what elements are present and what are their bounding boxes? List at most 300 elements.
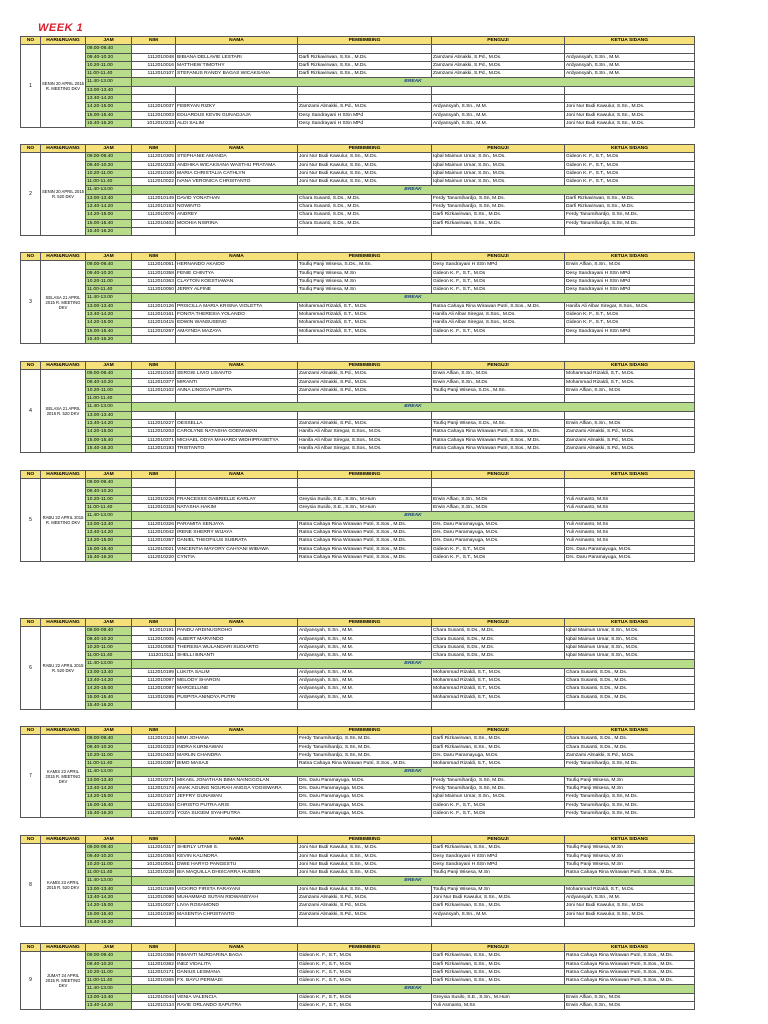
- student-id: 1112010134: [132, 1002, 176, 1010]
- examiner: Erwin Alfian, S.Sn., M.Ds: [432, 378, 565, 386]
- student-id: 1112010107: [132, 70, 176, 78]
- advisor: Zamzami Almakki, S.Pd., M.Ds.: [298, 103, 432, 111]
- time-slot: 13.40-14.20: [86, 677, 132, 685]
- column-header: KETUA SIDANG: [565, 362, 695, 370]
- table-row: [21, 910, 695, 918]
- chair: Zamzami Almakki, S.Pd., M.Ds.: [565, 436, 695, 444]
- time-slot: 14.20-15.00: [86, 685, 132, 693]
- time-slot: 10.20-11.00: [86, 277, 132, 285]
- examiner: Mohammad Rizaldi, S.T., M.Ds.: [432, 685, 565, 693]
- chair: Ratna Cahaya Rina Wirawan Putri, S.Sos., M.Ds.: [565, 977, 695, 985]
- student-id: 1112010021: [132, 545, 176, 553]
- column-header: JAM: [86, 944, 132, 952]
- advisor: Hanifa Ali Albar Siregar, S.Sos., M.Ds.: [298, 444, 432, 452]
- chair: Ardyansyah, S.Sn., M.M.: [565, 70, 695, 78]
- table-row: [21, 495, 695, 503]
- time-slot: 11.00-11.40: [86, 760, 132, 768]
- examiner: Gideon K. F., S.T., M.Ds: [432, 801, 565, 809]
- student-name: [176, 335, 298, 343]
- student-name: PRISCILLA MARIA KRISNA VIOLETTA: [176, 302, 298, 310]
- student-name: CYNTIA: [176, 553, 298, 561]
- time-slot: 09.40-10.20: [86, 960, 132, 968]
- advisor: Ratna Cahaya Rina Wirawan Putri, S.Sos., M.Ds.: [298, 760, 432, 768]
- advisor: Ardyansyah, S.Sn., M.M.: [298, 677, 432, 685]
- advisor: Gideon K. F., S.T., M.Ds: [298, 1002, 432, 1010]
- advisor: Zamzami Almakki, S.Pd., M.Ds.: [298, 378, 432, 386]
- column-header: NAMA: [176, 727, 298, 735]
- column-header: NO: [21, 362, 41, 370]
- student-id: 1112010161: [132, 311, 176, 319]
- examiner: Desy Sandrayani H SSn MPd: [432, 261, 565, 269]
- student-id: 1112010318: [132, 504, 176, 512]
- chair: Ferdy Tanumihardjo, S.Sn, M.Ds.: [565, 809, 695, 817]
- advisor: Drs. Daru Paramayuga, M.Ds.: [298, 785, 432, 793]
- time-slot: 11.00-11.40: [86, 652, 132, 660]
- header-row: [21, 362, 695, 370]
- advisor: Ratna Cahaya Rina Wirawan Putri, S.Sos., M.Ds.: [298, 545, 432, 553]
- student-id: 1112010226: [132, 495, 176, 503]
- time-slot: 11.00-11.40: [86, 504, 132, 512]
- examiner: Chara Susanti, S.Ds., M.Ds.: [432, 643, 565, 651]
- chair: Ardyansyah, S.Sn., M.M.: [565, 894, 695, 902]
- chair: Iqbal Maimun Umar, S.Sn., M.Ds.: [565, 635, 695, 643]
- student-name: IVANA VERONICA CHRISTANTO: [176, 178, 298, 186]
- examiner: Darfi Rizkavirwan, S.Sn., M.Ds.: [432, 844, 565, 852]
- student-name: RAVIE ORLANDO SAPUTRA: [176, 1002, 298, 1010]
- advisor: Joni Nur Budi Kawulur, S.Sn., M.Ds.: [298, 852, 432, 860]
- break-row: [21, 985, 695, 993]
- table-row: [21, 153, 695, 161]
- table-row: [21, 852, 695, 860]
- student-id: 1112010364: [132, 852, 176, 860]
- student-id: 1112010100: [132, 169, 176, 177]
- student-id: 1012010233: [132, 119, 176, 127]
- day-room: KAMIS 23 APRIL 2015 R. MEETING DKV: [41, 735, 86, 818]
- advisor: Ferdy Tanumihardjo, S.Sn, M.Ds.: [298, 735, 432, 743]
- examiner: [432, 45, 565, 53]
- chair: Yuli Asmanto, M.Sn: [565, 520, 695, 528]
- student-name: MUHAMMAD SUTAN RIDWANSYAH: [176, 894, 298, 902]
- chair: Gideon K. F., S.T., M.Ds: [565, 311, 695, 319]
- examiner: Toufiq Panji Wisesa, S.Ds., M.Sn.: [432, 386, 565, 394]
- student-name: IRENE SHERRY WIJAYA: [176, 529, 298, 537]
- column-header: NO: [21, 727, 41, 735]
- advisor: Ferdy Tanumihardjo, S.Sn, M.Ds.: [298, 743, 432, 751]
- student-id: 1112010317: [132, 844, 176, 852]
- examiner: Ratna Cahaya Rina Wirawan Putri, S.Sos., M.Ds.: [432, 428, 565, 436]
- examiner: Darfi Rizkavirwan, S.Sn., M.Ds.: [432, 960, 565, 968]
- table-row: [21, 70, 695, 78]
- column-header: NO: [21, 37, 41, 45]
- chair: Gideon K. F., S.T., M.Ds: [565, 169, 695, 177]
- student-name: LUKITA SALIM: [176, 668, 298, 676]
- student-name: SHELLI BINANTI: [176, 652, 298, 660]
- column-header: JAM: [86, 836, 132, 844]
- advisor: Drs. Daru Paramayuga, M.Ds.: [298, 793, 432, 801]
- advisor: Chara Susanti, S.Ds., M.Ds.: [298, 219, 432, 227]
- break-label: BREAK: [132, 512, 695, 520]
- student-id: 1112010090: [132, 894, 176, 902]
- student-name: NATASHA HAKIM: [176, 504, 298, 512]
- table-row: [21, 993, 695, 1001]
- advisor: Joni Nur Budi Kawulur, S.Sn., M.Ds.: [298, 860, 432, 868]
- column-header: JAM: [86, 37, 132, 45]
- time-slot: 11.40-13.00: [86, 985, 132, 993]
- table-row: [21, 701, 695, 709]
- advisor: Chara Susanti, S.Ds., M.Ds.: [298, 203, 432, 211]
- advisor: Joni Nur Budi Kawulur, S.Sn., M.Ds.: [298, 844, 432, 852]
- time-slot: 13.00-13.40: [86, 885, 132, 893]
- student-id: 912010191: [132, 627, 176, 635]
- time-slot: 13.40-14.20: [86, 1002, 132, 1010]
- student-id: [132, 395, 176, 403]
- time-slot: 09.40-10.20: [86, 378, 132, 386]
- advisor: Zamzami Almakki, S.Pd., M.Ds.: [298, 902, 432, 910]
- examiner: Drs. Daru Paramayuga, M.Ds.: [432, 520, 565, 528]
- examiner: Chara Susanti, S.Ds., M.Ds.: [432, 635, 565, 643]
- column-header: NIM: [132, 836, 176, 844]
- time-slot: 09.00-09.40: [86, 844, 132, 852]
- advisor: Chara Susanti, S.Ds., M.Ds.: [298, 194, 432, 202]
- column-header: PEMBIMBING: [298, 727, 432, 735]
- break-label: BREAK: [132, 768, 695, 776]
- time-slot: 09.40-10.20: [86, 269, 132, 277]
- student-name: PARAMITA SENJAYA: [176, 520, 298, 528]
- student-id: 1112010016: [132, 61, 176, 69]
- table-row: [21, 378, 695, 386]
- chair: Drs. Daru Paramayuga, M.Ds.: [565, 545, 695, 553]
- examiner: Ardyansyah, S.Sn., M.M.: [432, 103, 565, 111]
- examiner: Yuli Asmanto, M.Sn: [432, 1002, 565, 1010]
- examiner: Mohammad Rizaldi, S.T., M.Ds.: [432, 668, 565, 676]
- student-id: 1112010403: [132, 751, 176, 759]
- chair: [565, 45, 695, 53]
- student-id: 1112010082: [132, 643, 176, 651]
- examiner: [432, 701, 565, 709]
- student-id: [132, 487, 176, 495]
- examiner: Gideon K. F., S.T., M.Ds: [432, 327, 565, 335]
- advisor: [298, 335, 432, 343]
- time-slot: 14.20-15.00: [86, 103, 132, 111]
- time-slot: 13.00-13.40: [86, 86, 132, 94]
- table-row: [21, 793, 695, 801]
- chair: Erwin Alfian, S.Sn., M.Ds: [565, 261, 695, 269]
- examiner: Iqbal Maimun Umar, S.Sn., M.Ds.: [432, 178, 565, 186]
- student-id: 1112010042: [132, 529, 176, 537]
- day-room: SENIN 20 APRIL 2015 R. 520 DKV: [41, 153, 86, 236]
- table-row: [21, 652, 695, 660]
- examiner: [432, 487, 565, 495]
- break-row: [21, 512, 695, 520]
- time-slot: 09.00-09.40: [86, 735, 132, 743]
- table-row: [21, 627, 695, 635]
- chair: Desy Sandrayani H SSn MPd: [565, 277, 695, 285]
- time-slot: 09.40-10.20: [86, 161, 132, 169]
- student-id: 1112010373: [132, 809, 176, 817]
- column-header: NO: [21, 836, 41, 844]
- time-slot: 15.40-16.20: [86, 809, 132, 817]
- chair: Yuli Asmanto, M.Sn: [565, 495, 695, 503]
- chair: Drs. Daru Paramayuga, M.Ds.: [565, 553, 695, 561]
- advisor: Greysia Susilo, S.E., S.Sn., M.Hum: [298, 504, 432, 512]
- time-slot: 13.40-14.20: [86, 529, 132, 537]
- advisor: Joni Nur Budi Kawulur, S.Sn., M.Ds.: [298, 178, 432, 186]
- column-header: JAM: [86, 253, 132, 261]
- time-slot: 10.20-11.00: [86, 169, 132, 177]
- student-name: MAXENTIA CHRISTANTO: [176, 910, 298, 918]
- column-header: NAMA: [176, 944, 298, 952]
- time-slot: 11.40-13.00: [86, 768, 132, 776]
- time-slot: 14.20-15.00: [86, 902, 132, 910]
- examiner: Joni Nur Budi Kawulur, S.Sn., M.Ds.: [432, 894, 565, 902]
- schedule-block-9: [20, 943, 695, 1010]
- time-slot: 15.00-15.40: [86, 219, 132, 227]
- chair: Joni Nur Budi Kawulur, S.Sn., M.Ds.: [565, 902, 695, 910]
- student-id: 1112010271: [132, 776, 176, 784]
- time-slot: 14.20-15.00: [86, 428, 132, 436]
- week-title: WEEK 1: [38, 22, 84, 34]
- time-slot: 15.40-16.20: [86, 444, 132, 452]
- table-row: [21, 395, 695, 403]
- chair: Chara Susanti, S.Ds., M.Ds.: [565, 735, 695, 743]
- student-id: 1112010076: [132, 211, 176, 219]
- time-slot: 11.40-13.00: [86, 512, 132, 520]
- chair: Joni Nur Budi Kawulur, S.Sn., M.Ds.: [565, 103, 695, 111]
- table-row: [21, 1002, 695, 1010]
- student-name: JERRY ALFINE: [176, 286, 298, 294]
- column-header: PEMBIMBING: [298, 836, 432, 844]
- table-row: [21, 635, 695, 643]
- student-name: AMAYNDA MAZAYA: [176, 327, 298, 335]
- column-header: KETUA SIDANG: [565, 836, 695, 844]
- student-id: 1112010126: [132, 302, 176, 310]
- table-row: [21, 261, 695, 269]
- examiner: Greysia Susilo, S.E., S.Sn., M.Hum: [432, 993, 565, 1001]
- column-header: NO: [21, 253, 41, 261]
- column-header: PEMBIMBING: [298, 253, 432, 261]
- student-id: 1112010003: [132, 111, 176, 119]
- advisor: Zamzami Almakki, S.Pd., M.Ds.: [298, 910, 432, 918]
- column-header: KETUA SIDANG: [565, 944, 695, 952]
- break-row: [21, 768, 695, 776]
- examiner: [432, 918, 565, 926]
- time-slot: 15.40-16.20: [86, 335, 132, 343]
- student-id: 1112010367: [132, 760, 176, 768]
- student-name: [176, 395, 298, 403]
- student-name: KEVIN KALINDRA: [176, 852, 298, 860]
- student-name: [176, 86, 298, 94]
- examiner: Gideon K. F., S.T., M.Ds: [432, 286, 565, 294]
- time-slot: 11.40-13.00: [86, 877, 132, 885]
- time-slot: 09.00-09.40: [86, 952, 132, 960]
- advisor: Zamzami Almakki, S.Pd., M.Ds.: [298, 420, 432, 428]
- column-header: KETUA SIDANG: [565, 619, 695, 627]
- table-row: [21, 211, 695, 219]
- break-row: [21, 186, 695, 194]
- column-header: PEMBIMBING: [298, 471, 432, 479]
- student-name: SHERLY UTAMI S.: [176, 844, 298, 852]
- table-row: [21, 219, 695, 227]
- student-name: THERESIA WULANDARI SUGIARTO: [176, 643, 298, 651]
- table-row: [21, 844, 695, 852]
- table-row: [21, 194, 695, 202]
- chair: Ferdy Tanumihardjo, S.Sn, M.Ds.: [565, 760, 695, 768]
- day-room: SENIN 20 APRIL 2015 R. MEETING DKV: [41, 45, 86, 128]
- table-row: [21, 553, 695, 561]
- advisor: [298, 227, 432, 235]
- student-name: [176, 227, 298, 235]
- advisor: [298, 701, 432, 709]
- table-row: [21, 479, 695, 487]
- time-slot: 13.00-13.40: [86, 776, 132, 784]
- header-row: [21, 619, 695, 627]
- time-slot: 09.00-09.40: [86, 627, 132, 635]
- time-slot: 09.40-10.20: [86, 635, 132, 643]
- chair: Toufiq Panji Wisesa, M.Sn: [565, 785, 695, 793]
- time-slot: 13.00-13.40: [86, 520, 132, 528]
- time-slot: 10.20-11.00: [86, 968, 132, 976]
- column-header: NAMA: [176, 253, 298, 261]
- time-slot: 15.00-15.40: [86, 910, 132, 918]
- schedule-block-1: [20, 36, 695, 128]
- student-id: 1112010044: [132, 993, 176, 1001]
- examiner: Iqbal Maimun Umar, S.Sn., M.Ds.: [432, 793, 565, 801]
- examiner: Darfi Rizkavirwan, S.Sn., M.Ds.: [432, 743, 565, 751]
- column-header: HARI&RUANG: [41, 619, 86, 627]
- table-row: [21, 411, 695, 419]
- column-header: JAM: [86, 471, 132, 479]
- column-header: HARI&RUANG: [41, 37, 86, 45]
- student-id: 1112010366: [132, 952, 176, 960]
- table-row: [21, 436, 695, 444]
- time-slot: 11.00-11.40: [86, 286, 132, 294]
- schedule-block-3: [20, 252, 695, 344]
- block-number: 4: [21, 370, 41, 453]
- student-name: PUSPITA ANINDYA PUTRI: [176, 693, 298, 701]
- advisor: Gideon K. F., S.T., M.Ds: [298, 977, 432, 985]
- advisor: Hanifa Ali Albar Siregar, S.Sos., M.Ds.: [298, 436, 432, 444]
- student-name: INDRA KURNIAWAN: [176, 743, 298, 751]
- time-slot: 13.40-14.20: [86, 95, 132, 103]
- student-name: BIBIANA DELLAVIE LESTARI: [176, 53, 298, 61]
- break-row: [21, 78, 695, 86]
- student-id: 1112010149: [132, 194, 176, 202]
- examiner: Erwin Alfian, S.Sn., M.Ds: [432, 504, 565, 512]
- examiner: [432, 395, 565, 403]
- student-id: 1112010220: [132, 553, 176, 561]
- advisor: Gideon K. F., S.T., M.Ds: [298, 968, 432, 976]
- break-row: [21, 660, 695, 668]
- table-row: [21, 685, 695, 693]
- advisor: Toufiq Panji Wisesa, M.Sn: [298, 277, 432, 285]
- student-id: 1112010233: [132, 161, 176, 169]
- student-name: JEFFRY GUNAWAN: [176, 793, 298, 801]
- examiner: Drs. Daru Paramayuga, M.Ds.: [432, 751, 565, 759]
- time-slot: 11.00-11.40: [86, 178, 132, 186]
- student-name: ANNA LINGGA PUSPITA: [176, 386, 298, 394]
- examiner: Darfi Rizkavirwan, S.Sn., M.Ds.: [432, 735, 565, 743]
- examiner: Zamzami Almakki, S.Pd., M.Ds.: [432, 53, 565, 61]
- chair: Joni Nur Budi Kawulur, S.Sn., M.Ds.: [565, 111, 695, 119]
- block-number: 7: [21, 735, 41, 818]
- column-header: KETUA SIDANG: [565, 471, 695, 479]
- time-slot: 10.20-11.00: [86, 61, 132, 69]
- table-row: [21, 504, 695, 512]
- advisor: Mohammad Rizaldi, S.T., M.Ds.: [298, 327, 432, 335]
- chair: Mohammad Rizaldi, S.T., M.Ds.: [565, 885, 695, 893]
- student-id: 1112010174: [132, 785, 176, 793]
- student-id: 1112010027: [132, 902, 176, 910]
- chair: Desy Sandrayani H SSn MPd: [565, 286, 695, 294]
- time-slot: 09.00-09.40: [86, 370, 132, 378]
- student-name: MARLIN CHANDRA: [176, 751, 298, 759]
- table-row: [21, 693, 695, 701]
- table-row: [21, 885, 695, 893]
- chair: [565, 918, 695, 926]
- student-id: 1112010415: [132, 319, 176, 327]
- chair: Iqbal Maimun Umar, S.Sn., M.Ds.: [565, 643, 695, 651]
- student-name: RIMANTI NURDARINA BAGA: [176, 952, 298, 960]
- examiner: Gideon K. F., S.T., M.Ds: [432, 553, 565, 561]
- student-name: FX. BAYU PERMADI: [176, 977, 298, 985]
- examiner: [432, 335, 565, 343]
- advisor: Toufiq Panji Wisesa, M.Sn: [298, 286, 432, 294]
- table-row: [21, 386, 695, 394]
- examiner: Zamzami Almakki, S.Pd., M.Ds.: [432, 70, 565, 78]
- day-room: KAMIS 23 APRIL 2015 R. 520 DKV: [41, 844, 86, 927]
- break-label: BREAK: [132, 985, 695, 993]
- student-id: 1112010227: [132, 420, 176, 428]
- table-row: [21, 428, 695, 436]
- chair: Chara Susanti, S.Ds., M.Ds.: [565, 668, 695, 676]
- student-name: INEZ VIDALITA: [176, 960, 298, 968]
- advisor: [298, 86, 432, 94]
- student-name: VICKIRO FIRSTA FARAYANI: [176, 885, 298, 893]
- column-header: PEMBIMBING: [298, 37, 432, 45]
- break-label: BREAK: [132, 78, 695, 86]
- student-id: 1112010005: [132, 635, 176, 643]
- header-row: [21, 145, 695, 153]
- examiner: Darfi Rizkavirwan, S.Sn., M.Ds.: [432, 968, 565, 976]
- student-name: ANDREY: [176, 211, 298, 219]
- advisor: Ardyansyah, S.Sn., M.M.: [298, 635, 432, 643]
- student-id: 1112010171: [132, 968, 176, 976]
- student-id: 1112010362: [132, 960, 176, 968]
- chair: Ratna Cahaya Rina Wirawan Putri, S.Sos., M.Ds.: [565, 952, 695, 960]
- examiner: Ratna Cahaya Rina Wirawan Putri, S.Sos., M.Ds.: [432, 302, 565, 310]
- table-row: [21, 520, 695, 528]
- advisor: Darfi Rizkavirwan, S.Sn., M.Ds.: [298, 70, 432, 78]
- student-name: BIA MAQUILLA DHISCARRA HUSEIN: [176, 869, 298, 877]
- table-row: [21, 785, 695, 793]
- student-name: MIMI JOHANA: [176, 735, 298, 743]
- advisor: Ferdy Tanumihardjo, S.Sn, M.Ds.: [298, 751, 432, 759]
- column-header: HARI&RUANG: [41, 362, 86, 370]
- time-slot: 09.00-09.40: [86, 45, 132, 53]
- time-slot: 09.00-09.40: [86, 153, 132, 161]
- advisor: Ardyansyah, S.Sn., M.M.: [298, 643, 432, 651]
- column-header: HARI&RUANG: [41, 471, 86, 479]
- student-name: YOZA SUGEM SYAHPUTRA: [176, 809, 298, 817]
- chair: [565, 701, 695, 709]
- time-slot: 14.20-15.00: [86, 211, 132, 219]
- student-name: LIVIA ROSAMOND: [176, 902, 298, 910]
- table-row: [21, 545, 695, 553]
- table-row: [21, 668, 695, 676]
- advisor: Toufiq Panji Wisesa, S.Ds., M.Sn.: [298, 261, 432, 269]
- table-row: [21, 311, 695, 319]
- advisor: Ratna Cahaya Rina Wirawan Putri, S.Sos., M.Ds.: [298, 520, 432, 528]
